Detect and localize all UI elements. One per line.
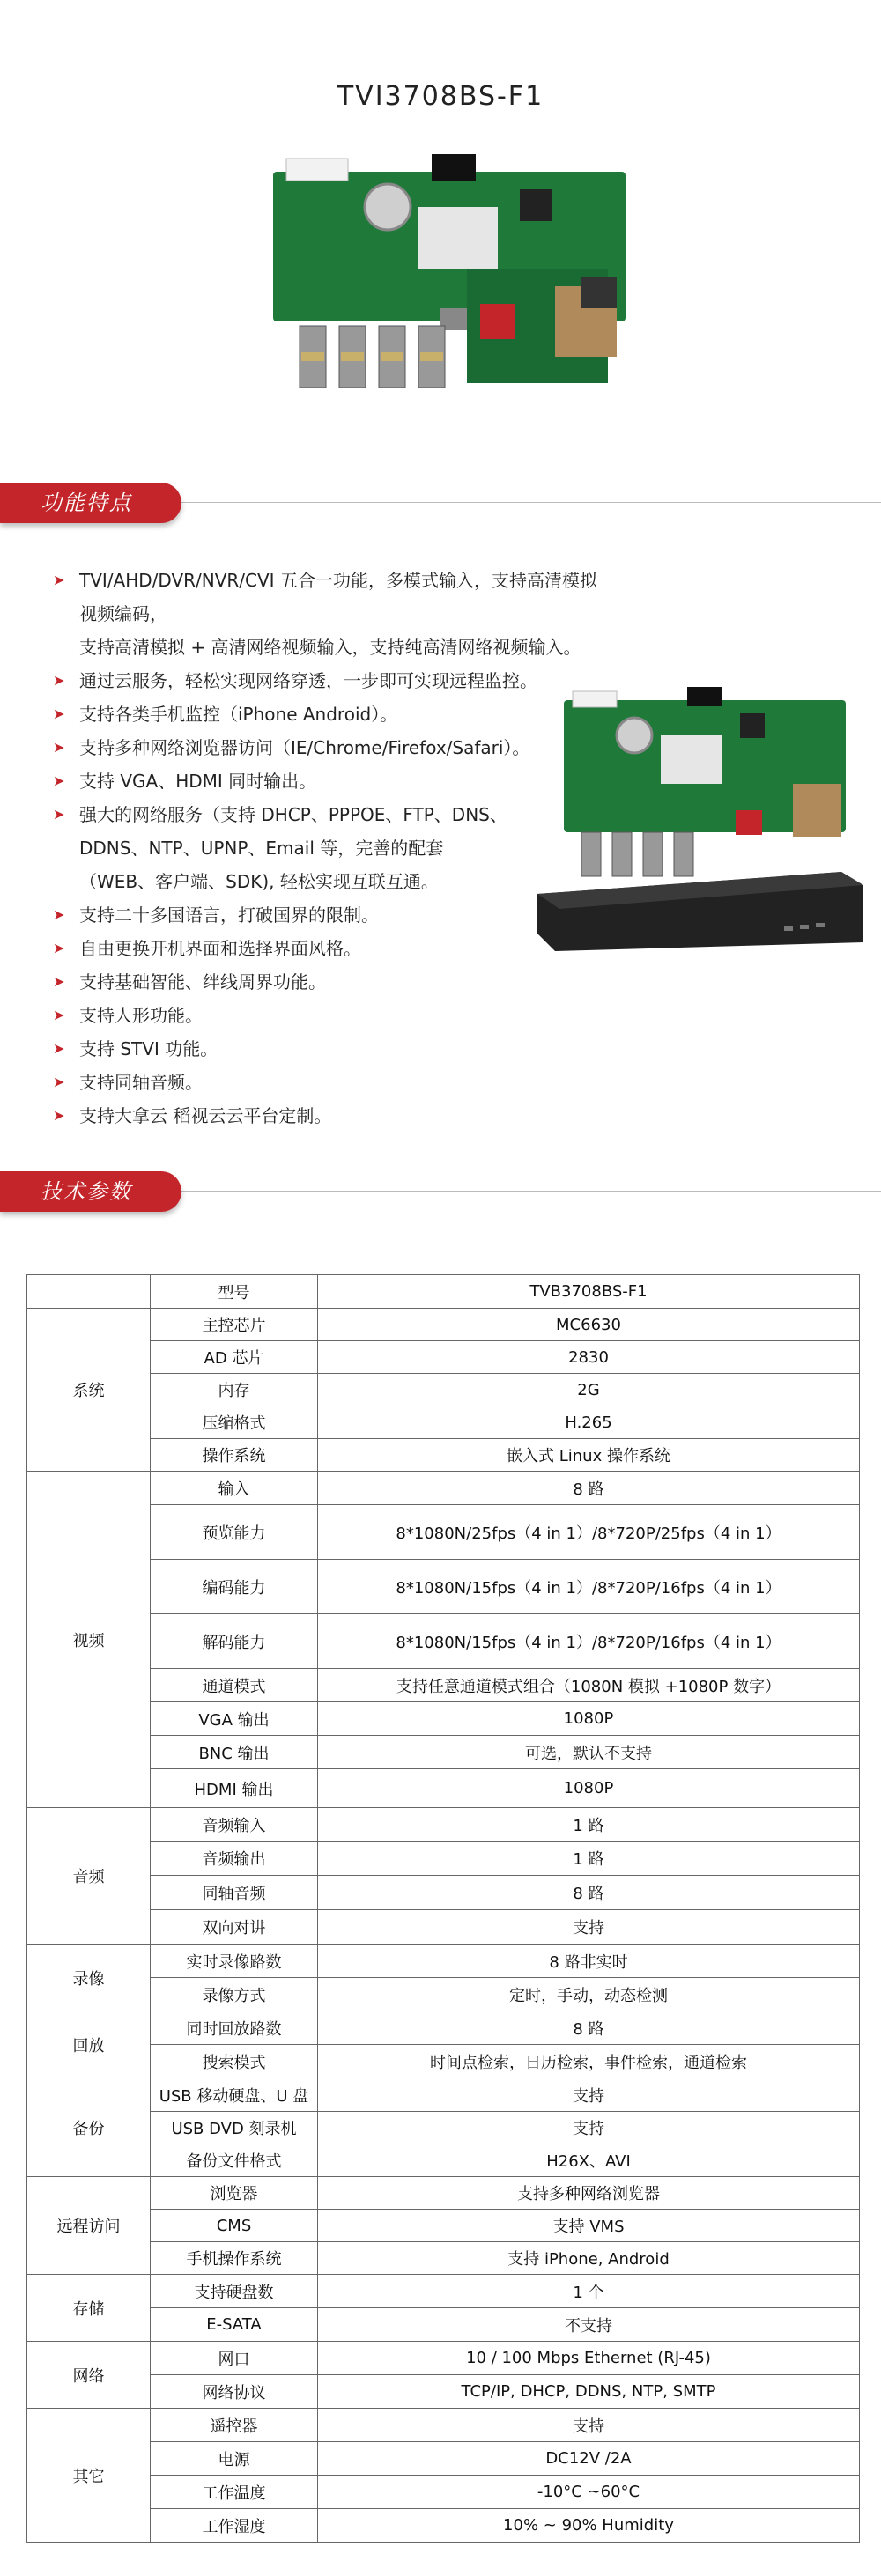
- features-title: 功能特点: [0, 483, 181, 523]
- arrow-icon: ➤: [53, 973, 65, 990]
- table-row: 内存 2G: [27, 1374, 860, 1406]
- arrow-icon: ➤: [53, 1107, 65, 1124]
- arrow-icon: ➤: [53, 772, 65, 789]
- table-row: 同轴音频 8 路: [27, 1876, 860, 1910]
- list-item: ➤ 支持同轴音频。: [53, 1066, 599, 1099]
- table-row: 远程访问 浏览器 支持多种网络浏览器: [27, 2177, 860, 2210]
- table-row: E-SATA 不支持: [27, 2308, 860, 2342]
- group-label: 远程访问: [27, 2177, 151, 2275]
- table-row: 操作系统 嵌入式 Linux 操作系统: [27, 1439, 860, 1472]
- table-row: 视频 输入 8 路: [27, 1472, 860, 1505]
- list-item: ➤ TVI/AHD/DVR/NVR/CVI 五合一功能，多模式输入，支持高清模拟视频编码，: [53, 564, 599, 631]
- list-item: ➤ 支持多种网络浏览器访问（IE/Chrome/Firefox/Safari）。: [53, 731, 599, 764]
- specs-banner: [0, 1171, 881, 1212]
- list-item: ➤ 支持二十多国语言，打破国界的限制。: [53, 898, 599, 932]
- table-row: 通道模式 支持任意通道模式组合（1080N 模拟 +1080P 数字）: [27, 1669, 860, 1702]
- table-row: 压缩格式 H.265: [27, 1406, 860, 1439]
- table-row: CMS 支持 VMS: [27, 2210, 860, 2242]
- table-row: 工作湿度 10% ~ 90% Humidity: [27, 2509, 860, 2543]
- table-row: 双向对讲 支持: [27, 1910, 860, 1945]
- arrow-icon: ➤: [53, 806, 65, 823]
- arrow-icon: ➤: [53, 1040, 65, 1057]
- arrow-icon: ➤: [53, 1074, 65, 1090]
- list-item: ➤ 支持基础智能、绊线周界功能。: [53, 965, 599, 999]
- list-item: 支持高清模拟 + 高清网络视频输入，支持纯高清网络视频输入。: [79, 637, 581, 658]
- table-row: 编码能力 8*1080N/15fps（4 in 1）/8*720P/16fps（4 in 1）: [27, 1560, 860, 1614]
- dvr-unit-image: [537, 687, 863, 951]
- specs-title: 技术参数: [0, 1171, 181, 1212]
- arrow-icon: ➤: [53, 572, 65, 588]
- list-item: ➤ 强大的网络服务（支持 DHCP、PPPOE、FTP、DNS、: [53, 798, 599, 831]
- arrow-icon: ➤: [53, 940, 65, 956]
- table-row: 备份文件格式 H26X、AVI: [27, 2144, 860, 2177]
- group-label: 回放: [27, 2011, 151, 2078]
- arrow-icon: ➤: [53, 672, 65, 689]
- table-row: BNC 输出 可选，默认不支持: [27, 1736, 860, 1769]
- list-item: ➤ 支持人形功能。: [53, 999, 599, 1032]
- dvr-board-image: [264, 154, 634, 418]
- group-label: 视频: [27, 1472, 151, 1808]
- table-row: 手机操作系统 支持 iPhone, Android: [27, 2242, 860, 2275]
- table-row: 网络协议 TCP/IP, DHCP, DDNS, NTP, SMTP: [27, 2375, 860, 2409]
- table-row: 预览能力 8*1080N/25fps（4 in 1）/8*720P/25fps（4 in 1）: [27, 1505, 860, 1560]
- table-row: 其它 遥控器 支持: [27, 2409, 860, 2442]
- list-item: DDNS、NTP、UPNP、Email 等，完善的配套: [79, 838, 444, 859]
- list-item: ➤ 支持大拿云 稻视云云平台定制。: [53, 1099, 599, 1133]
- list-item: ➤ 自由更换开机界面和选择界面风格。: [53, 932, 599, 965]
- table-row: USB DVD 刻录机 支持: [27, 2112, 860, 2144]
- table-row: HDMI 输出 1080P: [27, 1769, 860, 1808]
- group-label: 存储: [27, 2275, 151, 2342]
- feature-list: [53, 564, 599, 1133]
- group-label: 其它: [27, 2409, 151, 2543]
- table-row: 备份 USB 移动硬盘、U 盘 支持: [27, 2078, 860, 2112]
- group-label: 音频: [27, 1808, 151, 1945]
- group-label: 录像: [27, 1945, 151, 2011]
- group-label: 系统: [27, 1309, 151, 1472]
- arrow-icon: ➤: [53, 1007, 65, 1023]
- table-row: 网络 网口 10 / 100 Mbps Ethernet (RJ-45): [27, 2342, 860, 2375]
- group-label: 网络: [27, 2342, 151, 2409]
- group-label: 备份: [27, 2078, 151, 2177]
- arrow-icon: ➤: [53, 906, 65, 923]
- table-row: 电源 DC12V /2A: [27, 2442, 860, 2476]
- table-row: 型号 TVB3708BS-F1: [27, 1275, 860, 1309]
- arrow-icon: ➤: [53, 705, 65, 722]
- table-row: VGA 输出 1080P: [27, 1702, 860, 1736]
- table-row: AD 芯片 2830: [27, 1341, 860, 1374]
- table-row: 搜索模式 时间点检索，日历检索，事件检索，通道检索: [27, 2045, 860, 2078]
- list-item: （WEB、客户端、SDK), 轻松实现互联互通。: [79, 871, 439, 892]
- product-title: TVI3708BS-F1: [337, 81, 544, 112]
- table-row: 回放 同时回放路数 8 路: [27, 2011, 860, 2045]
- table-row: 存储 支持硬盘数 1 个: [27, 2275, 860, 2308]
- table-row: 音频输出 1 路: [27, 1842, 860, 1876]
- arrow-icon: ➤: [53, 739, 65, 756]
- table-row: 系统 主控芯片 MC6630: [27, 1309, 860, 1341]
- table-row: 录像 实时录像路数 8 路非实时: [27, 1945, 860, 1978]
- table-row: 录像方式 定时，手动，动态检测: [27, 1978, 860, 2011]
- features-banner: [0, 483, 881, 523]
- list-item: ➤ 通过云服务，轻松实现网络穿透，一步即可实现远程监控。: [53, 664, 599, 698]
- spec-table: [26, 1274, 860, 2543]
- list-item: ➤ 支持各类手机监控（iPhone Android）。: [53, 698, 599, 731]
- table-row: 解码能力 8*1080N/15fps（4 in 1）/8*720P/16fps（4 in 1）: [27, 1614, 860, 1669]
- table-row: 工作温度 -10°C ~60°C: [27, 2476, 860, 2509]
- hero-section: [0, 0, 881, 440]
- list-item: ➤ 支持 STVI 功能。: [53, 1032, 599, 1066]
- table-row: 音频 音频输入 1 路: [27, 1808, 860, 1842]
- list-item: ➤ 支持 VGA、HDMI 同时输出。: [53, 764, 599, 798]
